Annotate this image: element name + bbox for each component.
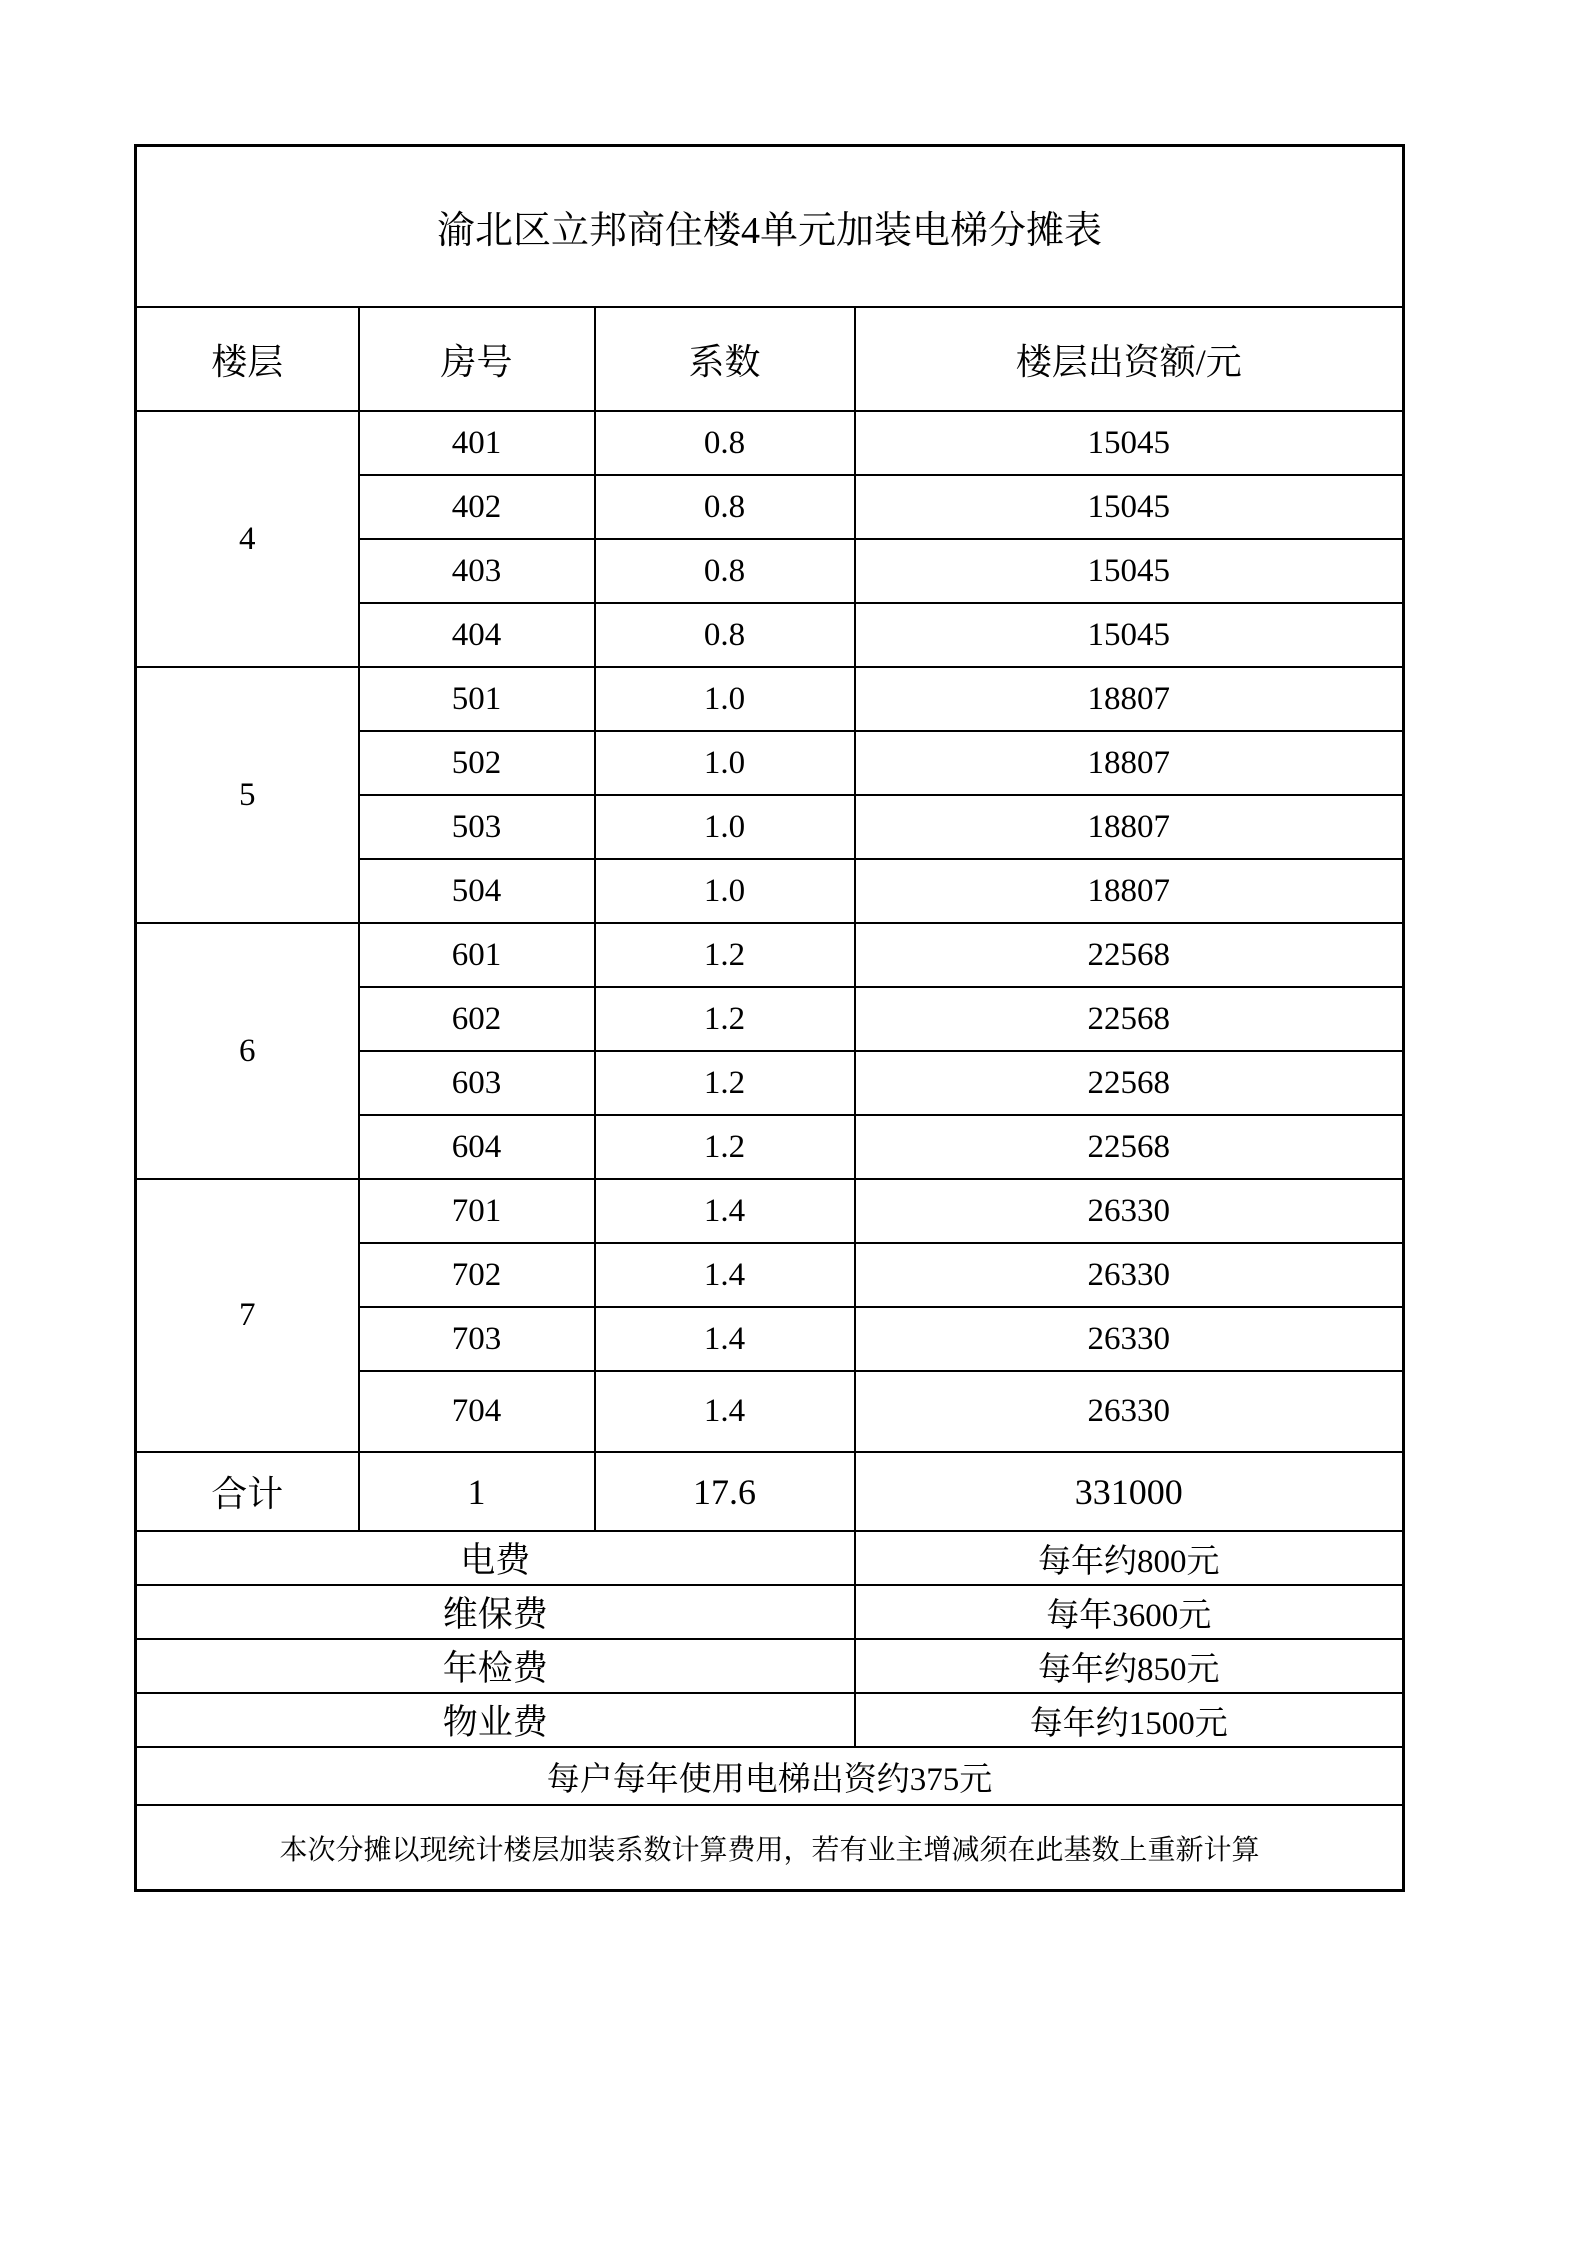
floor-cell: 5	[136, 667, 359, 923]
fee-value: 每年3600元	[855, 1585, 1404, 1639]
summary-row	[136, 1747, 1404, 1805]
table-row	[136, 667, 1404, 731]
amount-cell: 18807	[855, 731, 1404, 795]
amount-cell: 22568	[855, 923, 1404, 987]
room-cell: 503	[359, 795, 595, 859]
coef-cell: 1.4	[595, 1179, 855, 1243]
amount-cell: 22568	[855, 1051, 1404, 1115]
coef-cell: 0.8	[595, 475, 855, 539]
header-row	[136, 307, 1404, 411]
amount-cell: 18807	[855, 795, 1404, 859]
table-title: 渝北区立邦商住楼4单元加装电梯分摊表	[136, 146, 1404, 308]
room-cell: 702	[359, 1243, 595, 1307]
room-cell: 502	[359, 731, 595, 795]
amount-cell: 18807	[855, 667, 1404, 731]
header-floor: 楼层	[136, 307, 359, 411]
fee-label: 物业费	[136, 1693, 855, 1747]
amount-cell: 26330	[855, 1307, 1404, 1371]
room-cell: 404	[359, 603, 595, 667]
amount-cell: 26330	[855, 1371, 1404, 1452]
room-cell: 401	[359, 411, 595, 475]
coef-cell: 1.2	[595, 923, 855, 987]
floor-cell: 4	[136, 411, 359, 667]
note-row	[136, 1805, 1404, 1891]
note-text: 本次分摊以现统计楼层加装系数计算费用，若有业主增减须在此基数上重新计算	[136, 1805, 1404, 1891]
room-cell: 504	[359, 859, 595, 923]
total-row	[136, 1452, 1404, 1531]
coef-cell: 1.2	[595, 987, 855, 1051]
coef-cell: 0.8	[595, 539, 855, 603]
room-cell: 704	[359, 1371, 595, 1452]
header-coef: 系数	[595, 307, 855, 411]
table-row	[136, 1179, 1404, 1243]
amount-cell: 22568	[855, 1115, 1404, 1179]
amount-cell: 15045	[855, 603, 1404, 667]
header-room: 房号	[359, 307, 595, 411]
amount-cell: 22568	[855, 987, 1404, 1051]
coef-cell: 0.8	[595, 603, 855, 667]
room-cell: 402	[359, 475, 595, 539]
coef-cell: 1.0	[595, 795, 855, 859]
room-cell: 604	[359, 1115, 595, 1179]
elevator-cost-table	[134, 144, 1405, 1892]
summary-text: 每户每年使用电梯出资约375元	[136, 1747, 1404, 1805]
coef-cell: 1.2	[595, 1051, 855, 1115]
fee-row	[136, 1639, 1404, 1693]
table-row	[136, 411, 1404, 475]
floor-cell: 7	[136, 1179, 359, 1452]
room-cell: 601	[359, 923, 595, 987]
floor-cell: 6	[136, 923, 359, 1179]
fee-value: 每年约1500元	[855, 1693, 1404, 1747]
room-cell: 703	[359, 1307, 595, 1371]
total-room: 1	[359, 1452, 595, 1531]
coef-cell: 1.2	[595, 1115, 855, 1179]
coef-cell: 1.0	[595, 667, 855, 731]
fee-value: 每年约800元	[855, 1531, 1404, 1585]
amount-cell: 26330	[855, 1243, 1404, 1307]
amount-cell: 15045	[855, 475, 1404, 539]
total-label: 合计	[136, 1452, 359, 1531]
coef-cell: 1.0	[595, 731, 855, 795]
fee-label: 电费	[136, 1531, 855, 1585]
coef-cell: 1.4	[595, 1243, 855, 1307]
table-row	[136, 923, 1404, 987]
fee-row	[136, 1693, 1404, 1747]
coef-cell: 1.0	[595, 859, 855, 923]
fee-label: 维保费	[136, 1585, 855, 1639]
room-cell: 403	[359, 539, 595, 603]
room-cell: 501	[359, 667, 595, 731]
room-cell: 701	[359, 1179, 595, 1243]
coef-cell: 1.4	[595, 1307, 855, 1371]
total-amount: 331000	[855, 1452, 1404, 1531]
header-amount: 楼层出资额/元	[855, 307, 1404, 411]
fee-label: 年检费	[136, 1639, 855, 1693]
coef-cell: 0.8	[595, 411, 855, 475]
room-cell: 603	[359, 1051, 595, 1115]
amount-cell: 26330	[855, 1179, 1404, 1243]
amount-cell: 18807	[855, 859, 1404, 923]
amount-cell: 15045	[855, 539, 1404, 603]
coef-cell: 1.4	[595, 1371, 855, 1452]
total-coef: 17.6	[595, 1452, 855, 1531]
fee-value: 每年约850元	[855, 1639, 1404, 1693]
fee-row	[136, 1531, 1404, 1585]
amount-cell: 15045	[855, 411, 1404, 475]
room-cell: 602	[359, 987, 595, 1051]
fee-row	[136, 1585, 1404, 1639]
